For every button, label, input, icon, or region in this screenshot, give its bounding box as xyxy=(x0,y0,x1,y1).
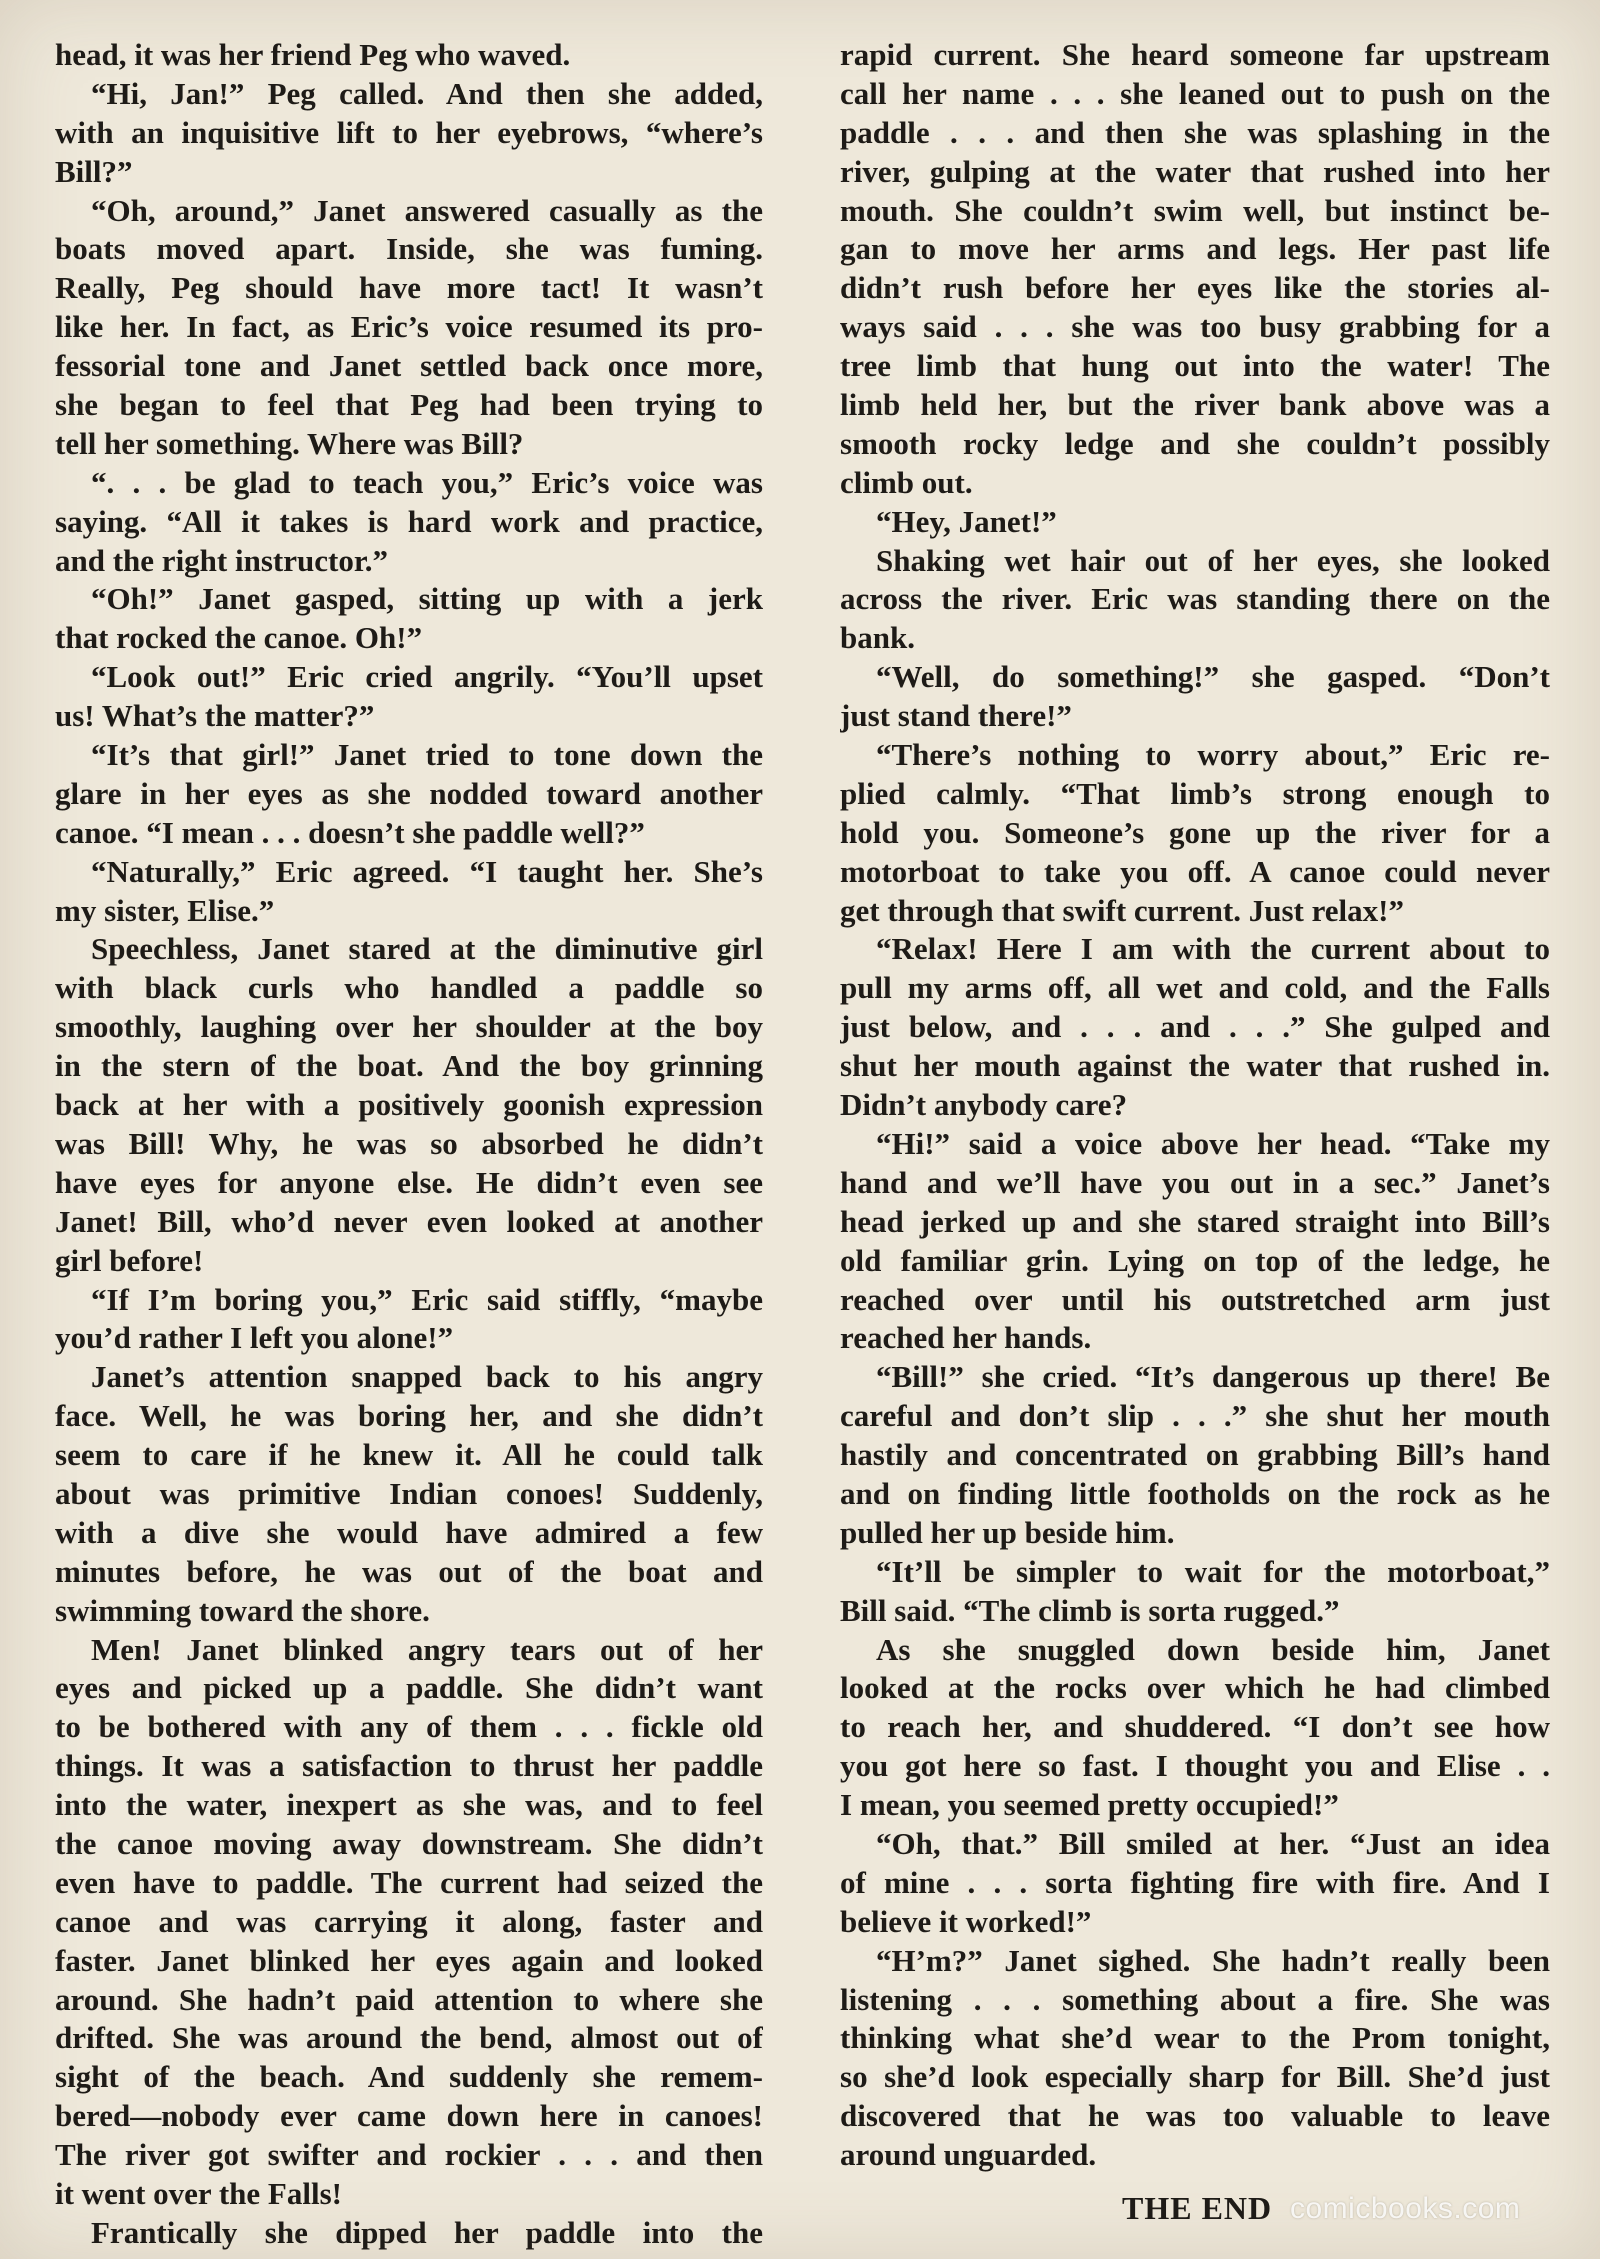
text-line: it went over the Falls! xyxy=(55,2175,342,2211)
text-line: old familiar grin. Lying on top of the ledge, he xyxy=(840,1242,1550,1278)
text-line: “Look out!” Eric cried angrily. “You’ll upset xyxy=(91,659,763,695)
text-line: get through that swift current. Just relax!” xyxy=(840,892,1404,928)
text-line: hastily and concentrated on grabbing Bill’s hand xyxy=(840,1437,1550,1473)
text-line: with an inquisitive lift to her eyebrows, “where’s xyxy=(55,114,763,150)
text-line: pull my arms off, all wet and cold, and the Falls xyxy=(840,970,1550,1006)
text-line: like her. In fact, as Eric’s voice resumed its pro- xyxy=(55,309,763,345)
text-line: “Naturally,” Eric agreed. “I taught her. She’s xyxy=(91,853,763,889)
text-line: you’d rather I left you alone!” xyxy=(55,1320,454,1356)
text-line: rapid current. She heard someone far upstream xyxy=(840,37,1550,72)
text-line: tree limb that hung out into the water! The xyxy=(840,348,1550,384)
text-line: and on finding little footholds on the rock as he xyxy=(840,1475,1550,1511)
text-line: believe it worked!” xyxy=(840,1903,1092,1939)
text-line: reached her hands. xyxy=(840,1320,1092,1356)
text-line: you got here so fast. I thought you and Elise . . xyxy=(840,1748,1550,1784)
text-line: was Bill! Why, he was so absorbed he didn’t xyxy=(55,1125,763,1161)
text-line: faster. Janet blinked her eyes again and looked xyxy=(55,1942,763,1978)
text-line: my sister, Elise.” xyxy=(55,892,275,928)
text-line: Bill?” xyxy=(55,153,133,189)
text-line: thinking what she’d wear to the Prom tonight, xyxy=(840,2020,1550,2056)
text-line: “Hey, Janet!” xyxy=(876,503,1057,539)
text-line: “Relax! Here I am with the current about to xyxy=(876,931,1550,967)
text-line: “. . . be glad to teach you,” Eric’s voice was xyxy=(91,464,763,500)
text-line: with black curls who handled a paddle so xyxy=(55,970,763,1006)
text-line: mouth. She couldn’t swim well, but instinct be- xyxy=(840,192,1550,228)
text-line: girl before! xyxy=(55,1242,204,1278)
text-line: with a dive she would have admired a few xyxy=(55,1514,763,1550)
text-line: gan to move her arms and legs. Her past life xyxy=(840,231,1550,267)
text-line: hold you. Someone’s gone up the river for a xyxy=(840,814,1550,850)
text-line: have eyes for anyone else. He didn’t even see xyxy=(55,1164,763,1200)
text-line: “H’m?” Janet sighed. She hadn’t really been xyxy=(876,1942,1550,1978)
text-line: reached over until his outstretched arm just xyxy=(840,1281,1550,1317)
text-line: discovered that he was too valuable to leave xyxy=(840,2098,1550,2134)
text-line: “Oh, around,” Janet answered casually as the xyxy=(91,192,763,228)
text-line: she began to feel that Peg had been trying to xyxy=(55,387,763,423)
text-line: canoe and was carrying it along, faster and xyxy=(55,1903,763,1939)
text-line: listening . . . something about a fire. She was xyxy=(840,1981,1550,2017)
text-line: looked at the rocks over which he had climbed xyxy=(840,1670,1550,1706)
text-line: “There’s nothing to worry about,” Eric re- xyxy=(876,737,1550,773)
text-line: As she snuggled down beside him, Janet xyxy=(876,1631,1550,1667)
text-line: minutes before, he was out of the boat and xyxy=(55,1553,763,1589)
text-line: sight of the beach. And suddenly she remem- xyxy=(55,2059,763,2095)
text-line: into the water, inexpert as she was, and to feel xyxy=(55,1787,763,1823)
text-line: canoe. “I mean . . . doesn’t she paddle well?” xyxy=(55,814,645,850)
text-line: river, gulping at the water that rushed into her xyxy=(840,153,1550,189)
text-line: back at her with a positively goonish expression xyxy=(55,1087,763,1123)
text-line: paddle . . . and then she was splashing in the xyxy=(840,114,1550,150)
text-line: smooth rocky ledge and she couldn’t possibly xyxy=(840,425,1550,461)
text-line: across the river. Eric was standing there on the xyxy=(840,581,1550,617)
text-line: Janet’s attention snapped back to his angry xyxy=(91,1359,763,1395)
text-line: “Hi, Jan!” Peg called. And then she added, xyxy=(91,75,763,111)
text-line: eyes and picked up a paddle. She didn’t want xyxy=(55,1670,763,1706)
text-line: climb out. xyxy=(840,464,973,500)
text-line: of mine . . . sorta fighting fire with fire. And I xyxy=(840,1864,1550,1900)
text-line: Janet! Bill, who’d never even looked at another xyxy=(55,1203,763,1239)
text-line: face. Well, he was boring her, and she didn’t xyxy=(55,1398,763,1434)
text-line: “Hi!” said a voice above her head. “Take my xyxy=(876,1125,1550,1161)
text-line: Frantically she dipped her paddle into the xyxy=(91,2214,763,2250)
text-line: ways said . . . she was too busy grabbing for a xyxy=(840,309,1550,345)
text-line: Speechless, Janet stared at the diminutive girl xyxy=(91,931,763,967)
text-line: Really, Peg should have more tact! It wasn’t xyxy=(55,270,763,306)
text-line: around. She hadn’t paid attention to where she xyxy=(55,1981,763,2017)
text-line: shut her mouth against the water that rushed in. xyxy=(840,1048,1550,1084)
text-line: drifted. She was around the bend, almost out of xyxy=(55,2020,763,2056)
text-line: plied calmly. “That limb’s strong enough to xyxy=(840,775,1550,811)
text-line: seem to care if he knew it. All he could talk xyxy=(55,1437,763,1473)
text-line: motorboat to take you off. A canoe could never xyxy=(840,853,1550,889)
text-line: tell her something. Where was Bill? xyxy=(55,425,524,461)
text-line: didn’t rush before her eyes like the stories al- xyxy=(840,270,1550,306)
text-line: to be bothered with any of them . . . fickle old xyxy=(55,1709,763,1745)
text-line: things. It was a satisfaction to thrust her paddle xyxy=(55,1748,763,1784)
text-line: saying. “All it takes is hard work and practice, xyxy=(55,503,763,539)
text-line: just below, and . . . and . . .” She gulped and xyxy=(840,1009,1550,1045)
text-line: around unguarded. xyxy=(840,2137,1097,2173)
text-line: so she’d look especially sharp for Bill. She’d just xyxy=(840,2059,1550,2095)
text-line: and the right instructor.” xyxy=(55,542,388,578)
text-line: that rocked the canoe. Oh!” xyxy=(55,620,423,656)
text-line: “If I’m boring you,” Eric said stiffly, “maybe xyxy=(91,1281,763,1317)
text-line: pulled her up beside him. xyxy=(840,1514,1175,1550)
text-line: swimming toward the shore. xyxy=(55,1592,430,1628)
text-line: head, it was her friend Peg who waved. xyxy=(55,37,571,72)
text-line: The river got swifter and rockier . . . and then xyxy=(55,2137,763,2173)
text-line: even have to paddle. The current had seized the xyxy=(55,1864,763,1900)
text-line: the canoe moving away downstream. She didn’t xyxy=(55,1825,763,1861)
the-end-label: THE END xyxy=(1122,2190,1273,2226)
text-line: I mean, you seemed pretty occupied!” xyxy=(840,1787,1339,1823)
text-line: boats moved apart. Inside, she was fuming. xyxy=(55,231,763,267)
text-line: bank. xyxy=(840,620,915,656)
text-line: limb held her, but the river bank above was a xyxy=(840,387,1550,423)
text-line: glare in her eyes as she nodded toward another xyxy=(55,775,763,811)
text-line: bered—nobody ever came down here in canoes! xyxy=(55,2098,763,2134)
text-line: to reach her, and shuddered. “I don’t see how xyxy=(840,1709,1550,1745)
right-text-column xyxy=(840,36,1550,2175)
site-watermark: comicbooks.com xyxy=(1290,2192,1521,2225)
text-line: smoothly, laughing over her shoulder at the boy xyxy=(55,1009,763,1045)
text-line: just stand there!” xyxy=(840,698,1072,734)
text-line: “Oh, that.” Bill smiled at her. “Just an idea xyxy=(876,1825,1550,1861)
text-line: Didn’t anybody care? xyxy=(840,1087,1128,1123)
text-line: about was primitive Indian conoes! Suddenly, xyxy=(55,1475,763,1511)
text-line: “Well, do something!” she gasped. “Don’t xyxy=(876,659,1550,695)
text-line: “It’s that girl!” Janet tried to tone down the xyxy=(91,737,763,773)
text-line: careful and don’t slip . . .” she shut her mouth xyxy=(840,1398,1550,1434)
text-line: “Oh!” Janet gasped, sitting up with a jerk xyxy=(91,581,763,617)
text-line: head jerked up and she stared straight into Bill’s xyxy=(840,1203,1550,1239)
text-line: Men! Janet blinked angry tears out of her xyxy=(91,1631,763,1667)
text-line: “Bill!” she cried. “It’s dangerous up there! Be xyxy=(876,1359,1550,1395)
text-line: “It’ll be simpler to wait for the motorboat,” xyxy=(876,1553,1550,1589)
text-line: call her name . . . she leaned out to push on the xyxy=(840,75,1550,111)
text-line: hand and we’ll have you out in a sec.” Janet’s xyxy=(840,1164,1550,1200)
text-line: Shaking wet hair out of her eyes, she looked xyxy=(876,542,1550,578)
text-line: Bill said. “The climb is sorta rugged.” xyxy=(840,1592,1340,1628)
text-line: in the stern of the boat. And the boy grinning xyxy=(55,1048,763,1084)
left-text-column xyxy=(55,36,763,2253)
text-line: fessorial tone and Janet settled back once more, xyxy=(55,348,763,384)
text-line: us! What’s the matter?” xyxy=(55,698,375,734)
